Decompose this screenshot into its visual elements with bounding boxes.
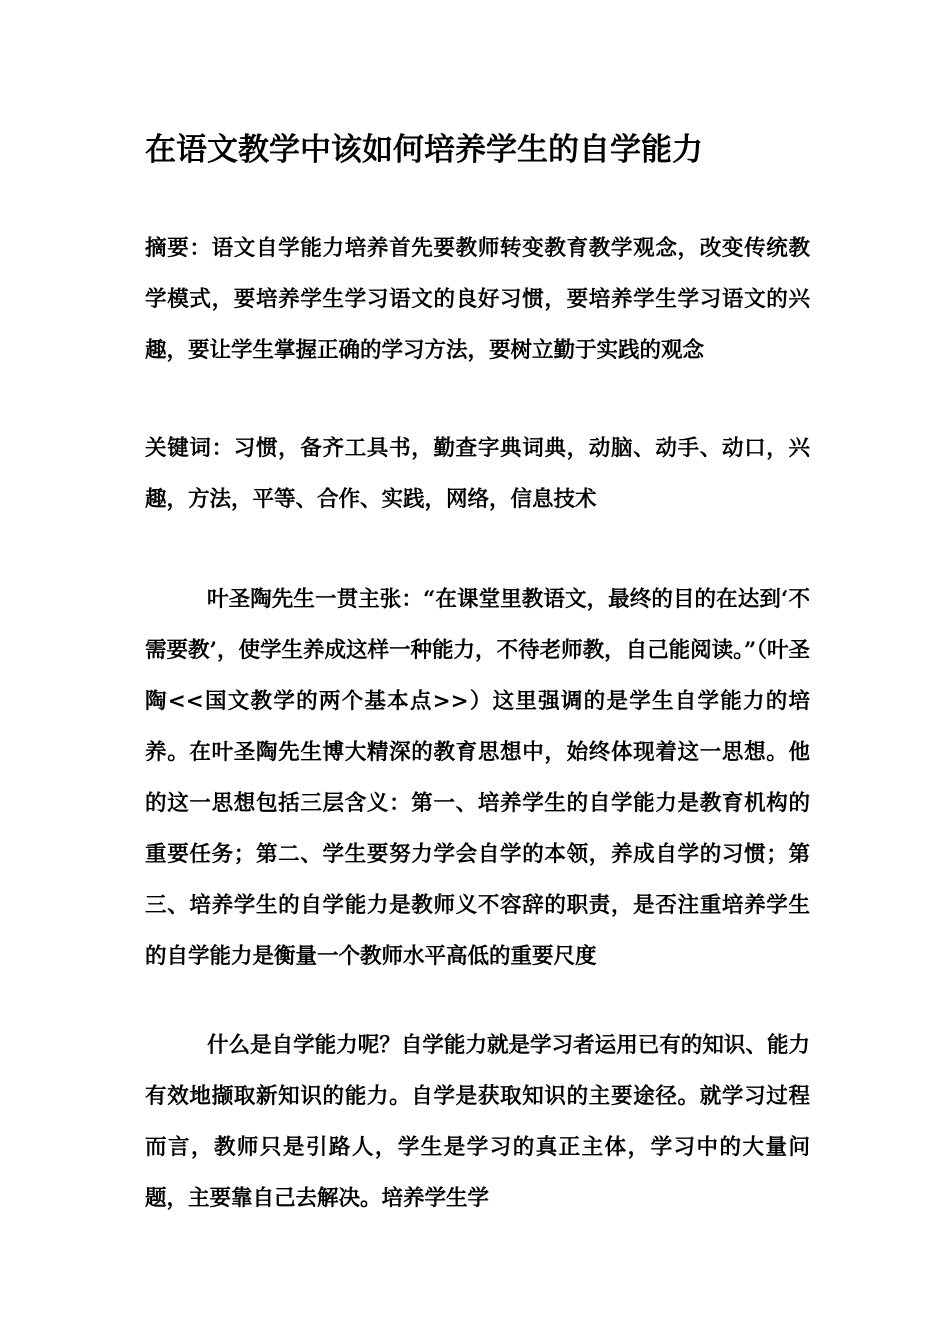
abstract-label: 摘要： xyxy=(145,236,212,261)
keywords-label: 关键词： xyxy=(145,436,234,461)
keywords xyxy=(145,423,810,525)
body-paragraph: 什么是自学能力呢？自学能力就是学习者运用已有的知识、能力有效地撷取新知识的能力。自学是获取知识的主要途径。就学习过程而言，教师只是引路人，学生是学习的真正主体，学习中的大量问题，主要靠自己去解决。培养学生学 xyxy=(145,1033,810,1211)
keywords-text: 习惯，备齐工具书，勤查字典词典，动脑、动手、动口，兴趣，方法，平等、合作、实践，网络，信息技术 xyxy=(145,436,810,512)
abstract-text: 语文自学能力培养首先要教师转变教育教学观念，改变传统教学模式，要培养学生学习语文的良好习惯，要培养学生学习语文的兴趣，要让学生掌握正确的学习方法，要树立勤于实践的观念 xyxy=(145,236,810,363)
document-title: 在语文教学中该如何培养学生的自学能力 xyxy=(145,132,703,168)
body-paragraph: 叶圣陶先生一贯主张：“在课堂里教语文，最终的目的在达到‘不需要教’，使学生养成这样一种能力，不待老师教，自己能阅读。”（叶圣陶<<国文教学的两个基本点>>）这里强调的是学生自学能力的培养。在叶圣陶先生博大精深的教育思想中，始终体现着这一思想。他的这一思想包括三层含义：第一、培养学生的自学能力是教育机构的重要任务；第二、学生要努力学会自学的本领，养成自学的习惯；第三、培养学生的自学能力是教师义不容辞的职责，是否注重培养学生的自学能力是衡量一个教师水平高低的重要尺度 xyxy=(145,587,810,969)
abstract xyxy=(145,223,810,376)
